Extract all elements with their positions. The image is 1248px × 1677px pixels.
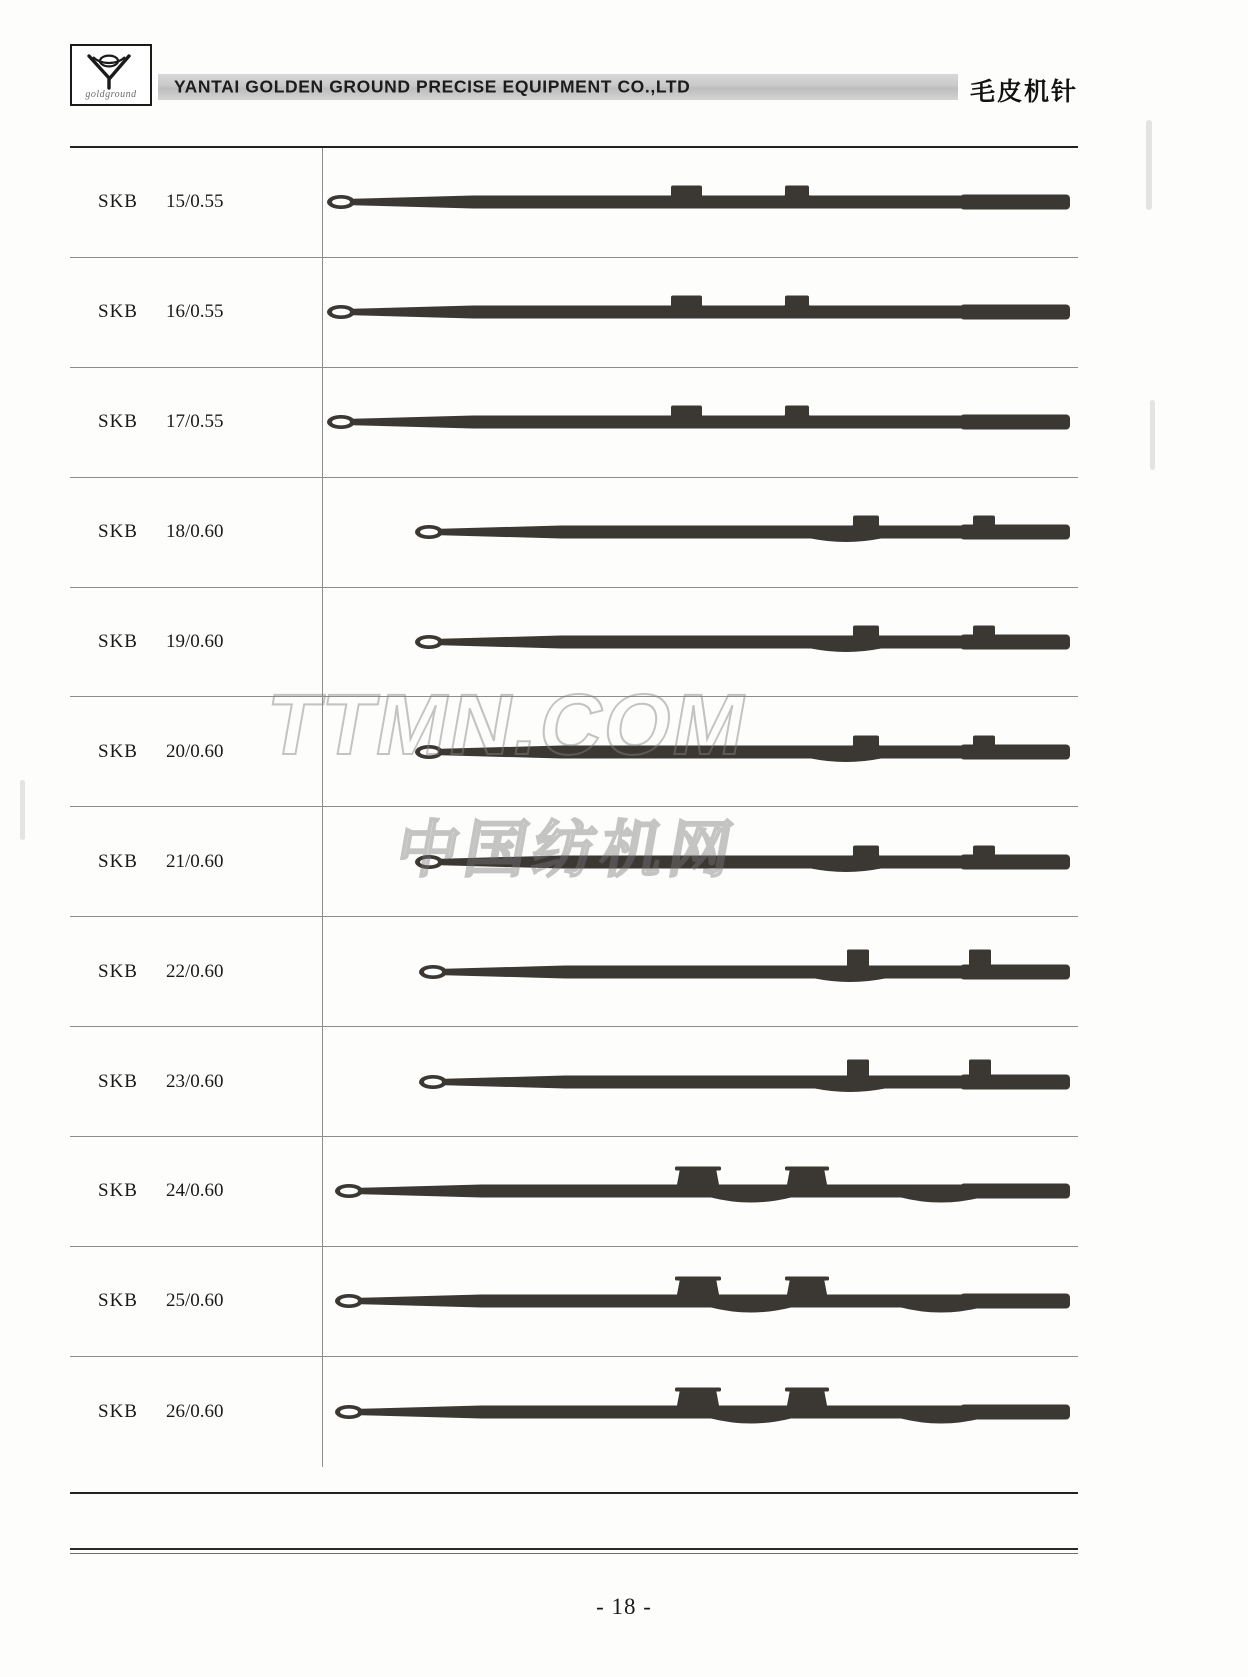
product-size: 17/0.55 (166, 411, 224, 433)
product-code: SKB (98, 1290, 138, 1312)
product-size: 15/0.55 (166, 191, 224, 213)
section-title-chinese: 毛皮机针 (969, 77, 1078, 106)
needle-diagram (323, 497, 1078, 567)
product-code: SKB (98, 960, 138, 982)
watermark-english: TTMN.COM (259, 677, 756, 773)
needle-illustration (323, 1137, 1078, 1246)
table-row (70, 1137, 1078, 1247)
needle-diagram (323, 1377, 1078, 1447)
footer-rule-thin (70, 1553, 1078, 1554)
needle-illustration (323, 697, 1078, 806)
product-table (70, 146, 1078, 1494)
table-row (70, 807, 1078, 917)
company-logo (70, 44, 152, 106)
needle-diagram (323, 937, 1078, 1007)
product-size: 25/0.60 (166, 1290, 224, 1312)
needle-illustration (323, 148, 1078, 257)
needle-illustration (323, 588, 1078, 697)
table-row (70, 1357, 1078, 1467)
product-code: SKB (98, 191, 138, 213)
needle-diagram (323, 167, 1078, 237)
needle-illustration (323, 807, 1078, 916)
needle-illustration (323, 1357, 1078, 1467)
needle-diagram (323, 387, 1078, 457)
table-row (70, 1247, 1078, 1357)
needle-diagram (323, 1156, 1078, 1226)
product-code: SKB (98, 1400, 138, 1422)
product-size: 21/0.60 (166, 850, 224, 872)
watermark-chinese: 中国纺机网 (390, 813, 744, 886)
table-row (70, 258, 1078, 368)
product-size: 16/0.55 (166, 301, 224, 323)
needle-illustration (323, 478, 1078, 587)
product-size: 20/0.60 (166, 740, 224, 762)
product-size: 19/0.60 (166, 631, 224, 652)
needle-illustration (323, 258, 1078, 367)
product-size: 26/0.60 (166, 1400, 224, 1422)
product-size: 18/0.60 (166, 521, 224, 543)
product-code: SKB (98, 301, 138, 323)
needle-diagram (323, 277, 1078, 347)
product-code: SKB (98, 1180, 138, 1202)
needle-diagram (323, 1047, 1078, 1117)
needle-illustration (323, 1027, 1078, 1136)
page-number: - 18 - (596, 1594, 652, 1619)
needle-illustration (323, 1247, 1078, 1356)
table-row (70, 917, 1078, 1027)
product-code: SKB (98, 411, 138, 433)
needle-diagram (323, 827, 1078, 897)
needle-diagram (323, 607, 1078, 677)
company-name-bar (158, 74, 958, 100)
footer-rule-thick (70, 1548, 1078, 1550)
product-size: 22/0.60 (166, 960, 224, 982)
table-row (70, 588, 1078, 698)
product-size: 24/0.60 (166, 1180, 224, 1202)
table-row (70, 697, 1078, 807)
needle-illustration (323, 917, 1078, 1026)
product-code: SKB (98, 631, 138, 652)
table-row (70, 1027, 1078, 1137)
needle-diagram (323, 717, 1078, 787)
table-row (70, 368, 1078, 478)
table-row (70, 148, 1078, 258)
needle-illustration (323, 368, 1078, 477)
product-size: 23/0.60 (166, 1070, 224, 1092)
logo-wordmark: goldground (85, 89, 137, 100)
company-name: YANTAI GOLDEN GROUND PRECISE EQUIPMENT CO.,LTD (174, 76, 691, 97)
product-code: SKB (98, 740, 138, 762)
page-header (70, 44, 1078, 106)
table-row (70, 478, 1078, 588)
product-code: SKB (98, 1070, 138, 1092)
product-code: SKB (98, 521, 138, 543)
logo-icon (83, 52, 139, 92)
needle-diagram (323, 1266, 1078, 1336)
product-code: SKB (98, 850, 138, 872)
